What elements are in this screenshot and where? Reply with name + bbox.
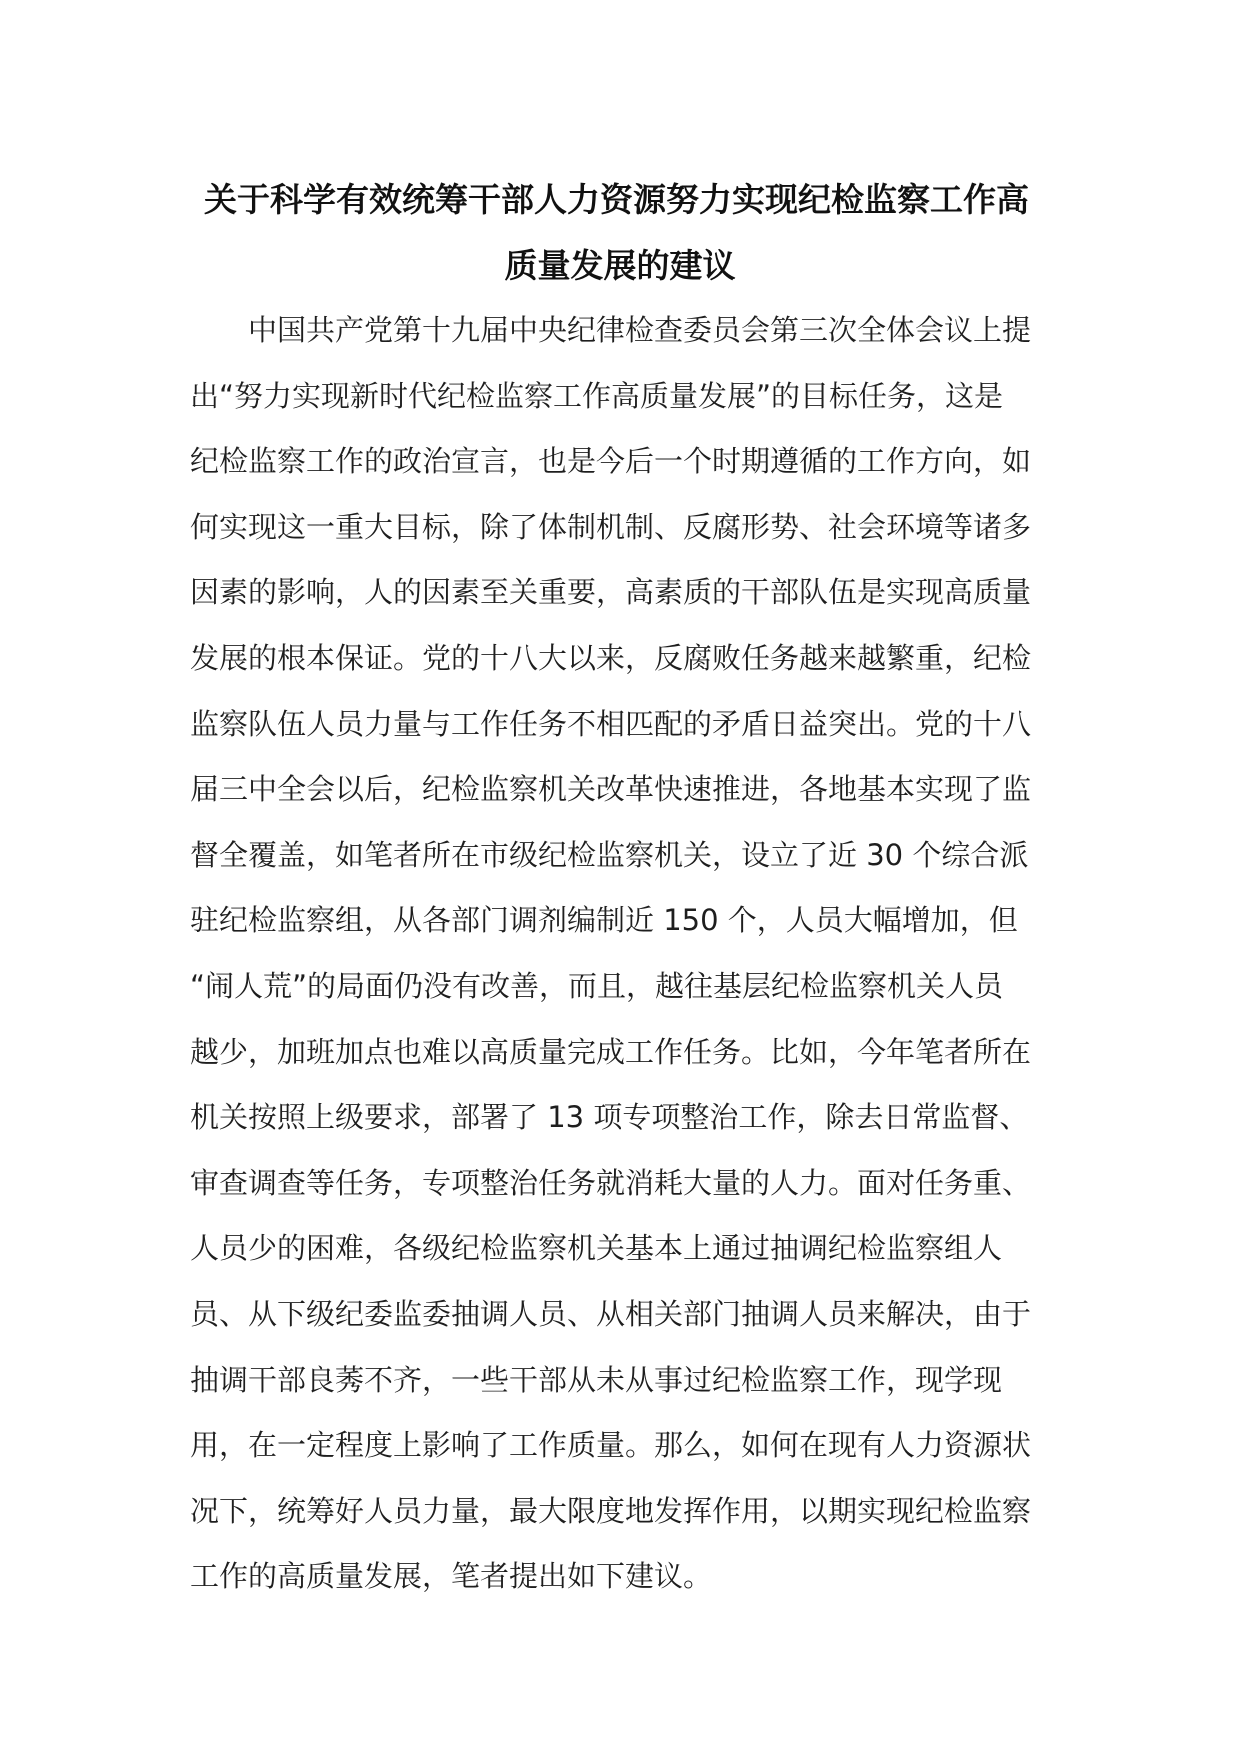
body-line: 驻纪检监察组，从各部门调剂编制近 150 个，人员大幅增加，但: [190, 903, 1018, 938]
document-body: [190, 298, 1050, 1610]
body-line: 中国共产党第十九届中央纪律检查委员会第三次全体会议上提: [190, 313, 1032, 347]
document-title-line-2: 质量发展的建议: [504, 246, 736, 285]
body-line: 抽调干部良莠不齐，一些干部从未从事过纪检监察工作，现学现: [190, 1362, 1003, 1397]
body-line: 用，在一定程度上影响了工作质量。那么，如何在现有人力资源状: [190, 1428, 1032, 1463]
body-line: 况下，统筹好人员力量，最大限度地发挥作用，以期实现纪检监察: [190, 1493, 1032, 1528]
body-line: 纪检监察工作的政治宣言，也是今后一个时期遵循的工作方向，如: [190, 444, 1032, 479]
body-line: 审查调查等任务，专项整治任务就消耗大量的人力。面对任务重、: [190, 1165, 1032, 1200]
body-line: 机关按照上级要求，部署了 13 项专项整治工作，除去日常监督、: [190, 1100, 1029, 1135]
body-line: 员、从下级纪委监委抽调人员、从相关部门抽调人员来解决，由于: [190, 1296, 1032, 1331]
body-line: “闹人荒”的局面仍没有改善，而且，越往基层纪检监察机关人员: [190, 968, 1004, 1003]
body-line: 发展的根本保证。党的十八大以来，反腐败任务越来越繁重，纪检: [190, 640, 1032, 675]
body-line: 何实现这一重大目标，除了体制机制、反腐形势、社会环境等诸多: [190, 509, 1032, 544]
body-line: 工作的高质量发展，笔者提出如下建议。: [190, 1559, 713, 1594]
body-line: 越少，加班加点也难以高质量完成工作任务。比如，今年笔者所在: [190, 1034, 1032, 1069]
body-line: 因素的影响，人的因素至关重要，高素质的干部队伍是实现高质量: [190, 575, 1032, 610]
body-line: 人员少的困难，各级纪检监察机关基本上通过抽调纪检监察组人: [190, 1231, 1003, 1266]
body-line: 监察队伍人员力量与工作任务不相匹配的矛盾日益突出。党的十八: [190, 706, 1032, 741]
body-line: 出“努力实现新时代纪检监察工作高质量发展”的目标任务，这是: [190, 378, 1004, 413]
document-title-line-1: 关于科学有效统筹干部人力资源努力实现纪检监察工作高: [204, 180, 1029, 219]
body-line: 届三中全会以后，纪检监察机关改革快速推进，各地基本实现了监: [190, 772, 1032, 807]
body-line: 督全覆盖，如笔者所在市级纪检监察机关，设立了近 30 个综合派: [190, 837, 1029, 872]
